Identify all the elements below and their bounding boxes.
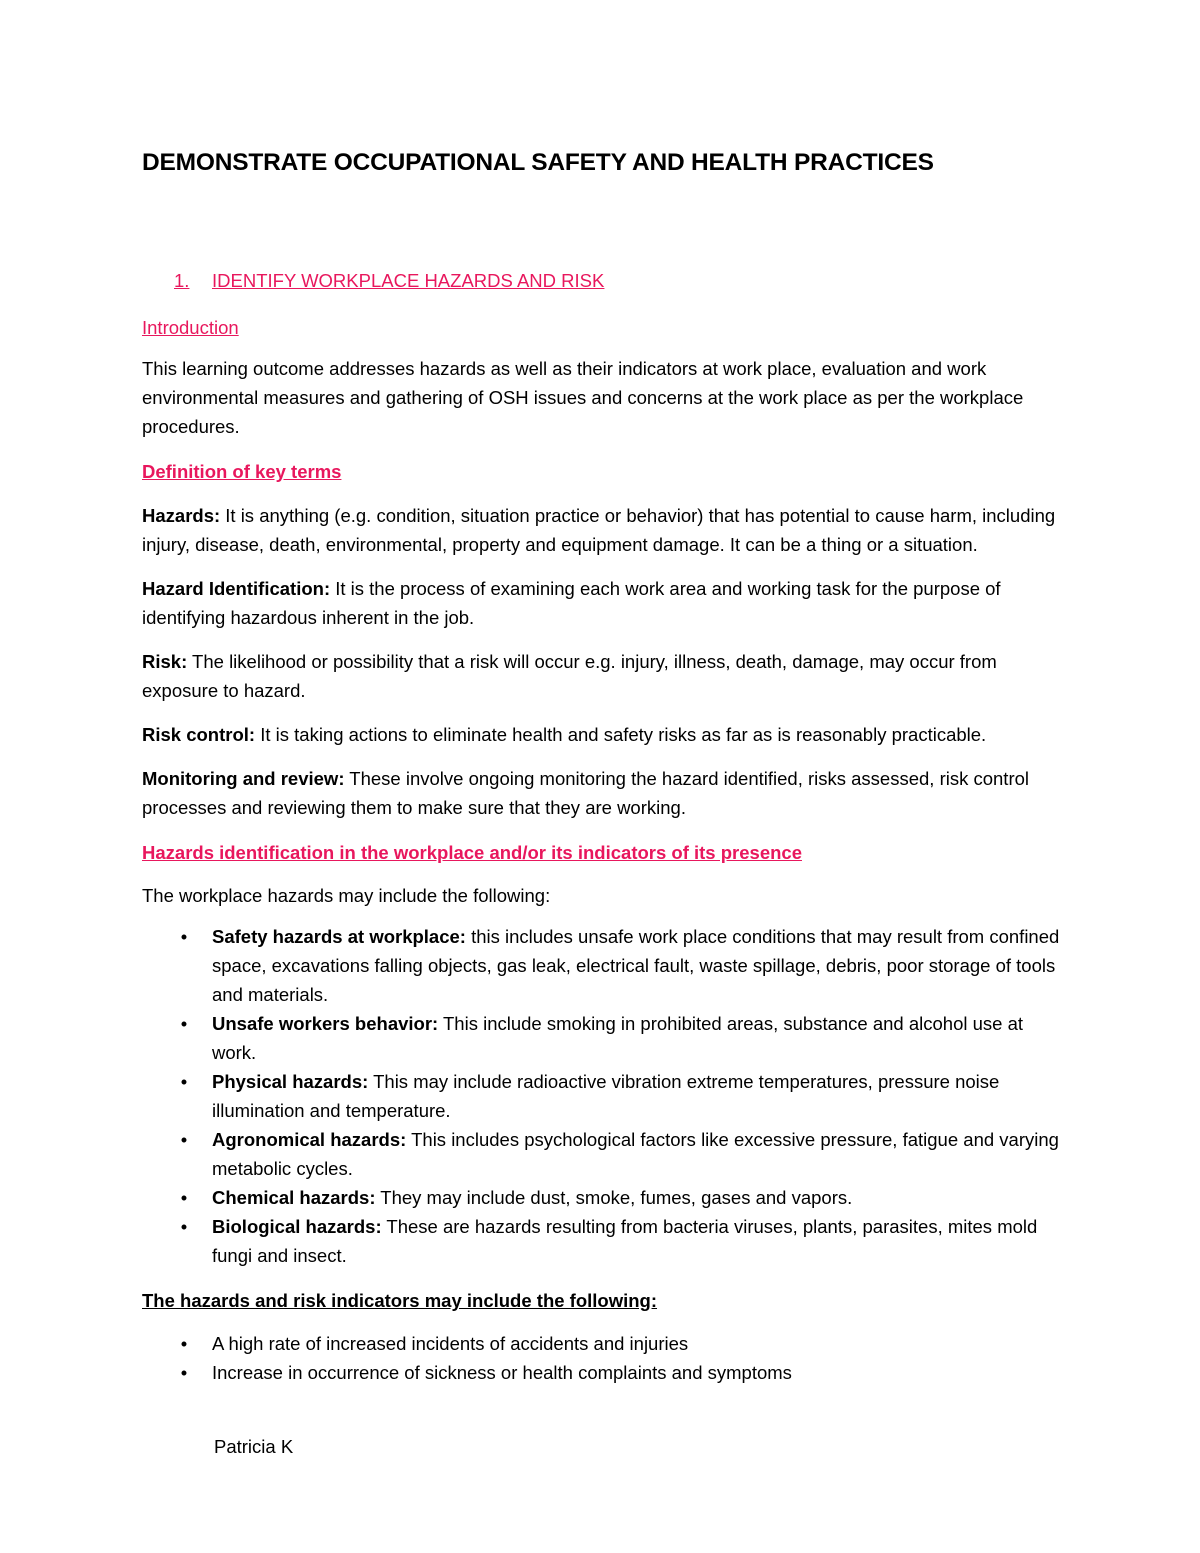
- list-item: [142, 1009, 1062, 1067]
- definition-text: The likelihood or possibility that a risk will occur e.g. injury, illness, death, damage, may occur from exposure to hazard.: [142, 651, 997, 701]
- document-body: [142, 146, 1062, 1387]
- definition-term: Risk:: [142, 651, 188, 672]
- indicators-heading: The hazards and risk indicators may include the following:: [142, 1290, 658, 1311]
- hazards-intro: The workplace hazards may include the following:: [142, 885, 551, 906]
- indicator-text: Increase in occurrence of sickness or health complaints and symptoms: [212, 1362, 792, 1383]
- section-number: 1.: [174, 270, 190, 291]
- section-heading: [174, 266, 1062, 295]
- hazard-term: Chemical hazards:: [212, 1187, 376, 1208]
- indicator-text: A high rate of increased incidents of accidents and injuries: [212, 1333, 689, 1354]
- hazard-text: They may include dust, smoke, fumes, gases and vapors.: [375, 1187, 853, 1208]
- bullet-icon: •: [180, 1187, 188, 1208]
- bullet-icon: •: [180, 926, 188, 947]
- hazard-text: This may include radioactive vibration extreme temperatures, pressure noise illumination and temperature.: [212, 1071, 1000, 1121]
- definition-term: Monitoring and review:: [142, 768, 345, 789]
- hazards-list: [142, 922, 1062, 1270]
- bullet-icon: •: [180, 1071, 188, 1092]
- definition-hazard-identification: [142, 574, 1062, 632]
- definition-risk: [142, 647, 1062, 705]
- hazard-term: Agronomical hazards:: [212, 1129, 407, 1150]
- list-item: [142, 1212, 1062, 1270]
- hazard-term: Safety hazards at workplace:: [212, 926, 466, 947]
- definition-risk-control: [142, 720, 1062, 749]
- definition-text: It is the process of examining each work area and working task for the purpose of identifying hazardous inherent in the job.: [142, 578, 1001, 628]
- section-title: IDENTIFY WORKPLACE HAZARDS AND RISK: [212, 270, 605, 291]
- list-item: [142, 922, 1062, 1009]
- indicators-list: [142, 1329, 1062, 1387]
- introduction-label: Introduction: [142, 317, 239, 338]
- list-item: [142, 1329, 1062, 1358]
- bullet-icon: •: [180, 1333, 188, 1354]
- definition-text: It is anything (e.g. condition, situation practice or behavior) that has potential to cause harm, including injury, disease, death, environmental, property and equipment damage. It can be a thing or a situation.: [142, 505, 1056, 555]
- bullet-icon: •: [180, 1216, 188, 1237]
- hazard-term: Biological hazards:: [212, 1216, 382, 1237]
- document-title: DEMONSTRATE OCCUPATIONAL SAFETY AND HEALTH PRACTICES: [142, 149, 934, 176]
- page-footer: Patricia K: [214, 1436, 294, 1457]
- bullet-icon: •: [180, 1362, 188, 1383]
- hazard-text: This includes psychological factors like excessive pressure, fatigue and varying metabolic cycles.: [212, 1129, 1059, 1179]
- bullet-icon: •: [180, 1013, 188, 1034]
- definitions-heading: Definition of key terms: [142, 461, 342, 482]
- hazard-term: Unsafe workers behavior:: [212, 1013, 439, 1034]
- definition-term: Hazards:: [142, 505, 221, 526]
- definition-term: Risk control:: [142, 724, 256, 745]
- list-item: [142, 1183, 1062, 1212]
- hazard-text: This include smoking in prohibited areas, substance and alcohol use at work.: [212, 1013, 1024, 1063]
- bullet-icon: •: [180, 1129, 188, 1150]
- hazard-term: Physical hazards:: [212, 1071, 369, 1092]
- hazards-heading: Hazards identification in the workplace and/or its indicators of its presence: [142, 842, 802, 863]
- definition-term: Hazard Identification:: [142, 578, 331, 599]
- definition-monitoring-review: [142, 764, 1062, 822]
- list-item: [142, 1125, 1062, 1183]
- definition-text: It is taking actions to eliminate health and safety risks as far as is reasonably practicable.: [255, 724, 987, 745]
- hazard-text: this includes unsafe work place conditions that may result from confined space, excavations falling objects, gas leak, electrical fault, waste spillage, debris, poor storage of tools and materials.: [212, 926, 1060, 1005]
- list-item: [142, 1358, 1062, 1387]
- definition-text: These involve ongoing monitoring the hazard identified, risks assessed, risk control processes and reviewing them to make sure that they are working.: [142, 768, 1030, 818]
- definition-hazards: [142, 501, 1062, 559]
- list-item: [142, 1067, 1062, 1125]
- introduction-text: This learning outcome addresses hazards as well as their indicators at work place, evaluation and work environmental measures and gathering of OSH issues and concerns at the work place as per the workplace procedures.: [142, 358, 1024, 437]
- hazard-text: These are hazards resulting from bacteria viruses, plants, parasites, mites mold fungi and insect.: [212, 1216, 1038, 1266]
